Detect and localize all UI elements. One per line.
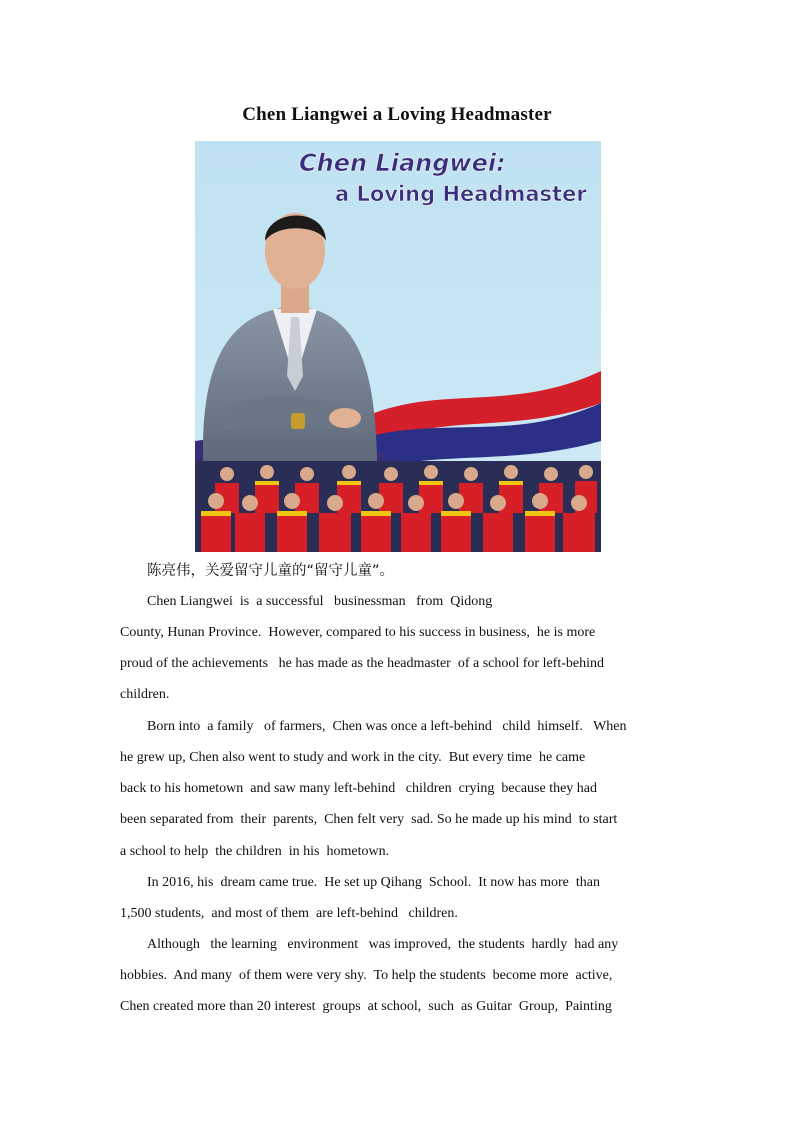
paragraph-line: been separated from their parents, Chen felt very sad. So he made up his mind to start [120, 812, 618, 827]
paragraph-line: In 2016, his dream came true. He set up Qihang School. It now has more than [147, 875, 600, 890]
paragraph-line: Chen created more than 20 interest groups at school, such as Guitar Group, Painting [120, 999, 612, 1014]
paragraph-line: he grew up, Chen also went to study and work in the city. But every time he came [120, 750, 586, 765]
poster-heading-line1: Chen Liangwei: [299, 149, 506, 177]
paragraph-line: back to his hometown and saw many left-behind children crying because they had [120, 781, 598, 796]
paragraph-line: a school to help the children in his hometown. [120, 844, 390, 859]
paragraph-line: hobbies. And many of them were very shy. To help the students become more active, [120, 968, 613, 983]
paragraph-line: Although the learning environment was improved, the students hardly had any [147, 937, 619, 952]
paragraph-line: 1,500 students, and most of them are left-behind children. [120, 906, 458, 921]
paragraph-line: Born into a family of farmers, Chen was once a left-behind child himself. When [147, 719, 627, 734]
paragraph-line: Chen Liangwei is a successful businessman from Qidong [147, 594, 493, 609]
paragraph-line: children. [120, 687, 170, 702]
students-group [195, 461, 601, 552]
poster-heading-line2: a Loving Headmaster [335, 182, 587, 206]
paragraph-line: County, Hunan Province. However, compared to his success in business, he is more [120, 625, 596, 640]
chinese-caption: 陈亮伟，关爱留守儿童的“留守儿童”。 [147, 563, 395, 579]
paragraph-line: proud of the achievements he has made as the headmaster of a school for left-behind [120, 656, 604, 671]
document-title: Chen Liangwei a Loving Headmaster [242, 104, 552, 125]
headmaster-poster-image [195, 141, 601, 552]
